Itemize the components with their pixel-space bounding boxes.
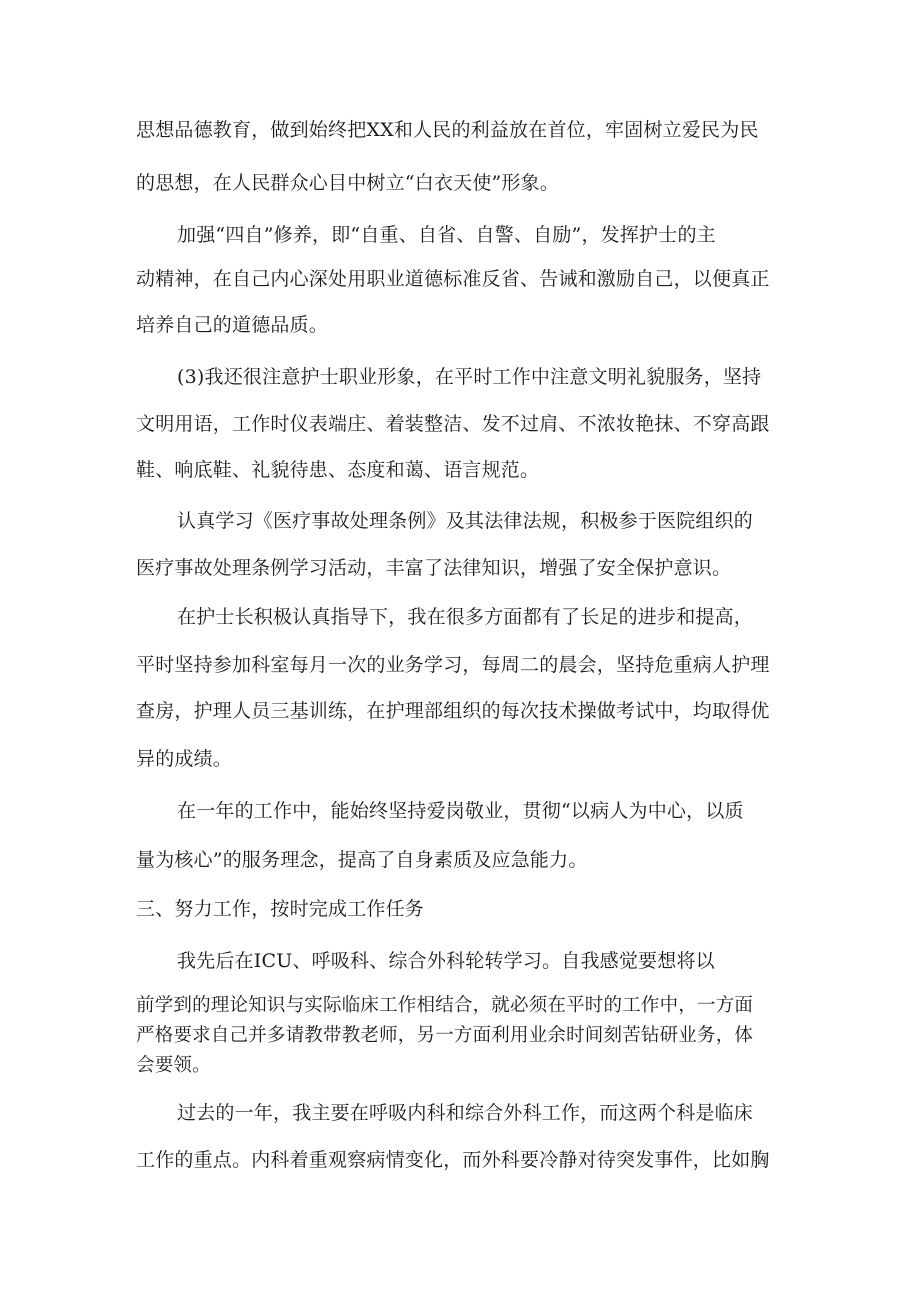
text-line: 思想品德教育，做到始终把XX和人民的利益放在首位，牢固树立爱民为民 xyxy=(136,119,759,141)
text-line: 鞋、响底鞋、礼貌待患、态度和蔼、语言规范。 xyxy=(136,459,540,481)
text-line: 查房，护理人员三基训练，在护理部组织的每次技术操做考试中，均取得优 xyxy=(136,700,770,722)
text-line: 我先后在ICU、呼吸科、综合外科轮转学习。自我感觉要想将以 xyxy=(177,950,715,972)
section-heading: 三、努力工作，按时完成工作任务 xyxy=(136,898,425,920)
text-line: 在护士长积极认真指导下，我在很多方面都有了长足的进步和提高， xyxy=(177,606,754,628)
text-line: 平时坚持参加科室每月一次的业务学习，每周二的晨会，坚持危重病人护理 xyxy=(136,654,770,676)
text-line: 量为核心”的服务理念，提高了自身素质及应急能力。 xyxy=(136,849,588,871)
text-line: 文明用语，工作时仪表端庄、着装整洁、发不过肩、不浓妆艳抹、不穿高跟 xyxy=(136,413,770,435)
text-line: 在一年的工作中，能始终坚持爱岗敬业，贯彻“以病人为中心，以质 xyxy=(177,800,744,822)
text-line: 异的成绩。 xyxy=(136,748,233,770)
text-line: 培养自己的道德品质。 xyxy=(136,314,329,336)
text-line: 的思想，在人民群众心目中树立“白衣天使”形象。 xyxy=(136,172,560,194)
text-line: 会要领。 xyxy=(136,1055,211,1076)
text-line: 前学到的理论知识与实际临床工作相结合，就必须在平时的工作中，一方面 xyxy=(136,995,754,1016)
text-line: 动精神，在自己内心深处用职业道德标准反省、告诫和激励自己，以便真正 xyxy=(136,268,770,290)
text-line: 工作的重点。内科着重观察病情变化，而外科要冷静对待突发事件，比如胸 xyxy=(136,1149,770,1171)
text-line: 过去的一年，我主要在呼吸内科和综合外科工作，而这两个科是临床 xyxy=(177,1102,754,1124)
text-line: 严格要求自己并多请教带教老师，另一方面利用业余时间刻苦钻研业务，体 xyxy=(136,1025,754,1046)
text-line: 医疗事故处理条例学习活动，丰富了法律知识，增强了安全保护意识。 xyxy=(136,557,732,579)
text-line: 认真学习《医疗事故处理条例》及其法律法规，积极参于医院组织的 xyxy=(177,510,754,532)
text-line: (3)我还很注意护士职业形象，在平时工作中注意文明礼貌服务，坚持 xyxy=(177,366,762,388)
text-line: 加强“四自”修养，即“自重、自省、自警、自励”，发挥护士的主 xyxy=(177,224,716,246)
